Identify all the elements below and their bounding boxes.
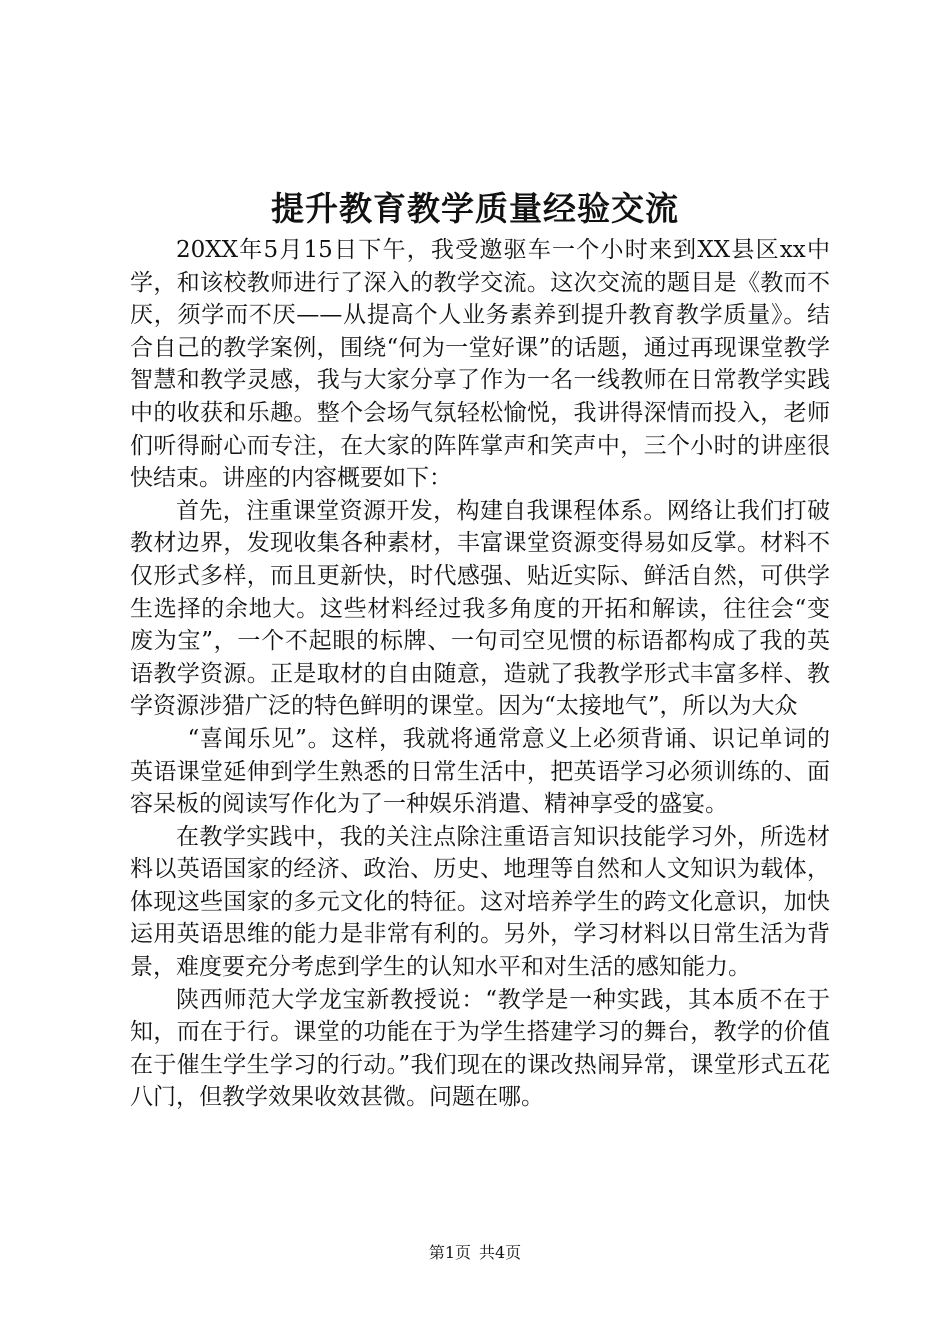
paragraph-quote: 陕西师范大学龙宝新教授说：“教学是一种实践，其本质不在于知，而在于行。课堂的功能在于为学生搭建学习的舞台，教学的价值在于催生学生学习的行动。”我们现在的课改热闹异常，课堂形式五花八门，但教学效果收效甚微。问题在哪。 [130,986,830,1111]
document-title: 提升教育教学质量经验交流 [271,189,679,228]
paragraph-resources-continued: “喜闻乐见”。这样，我就将通常意义上必须背诵、识记单词的英语课堂延伸到学生熟悉的日常生活中，把英语学习必须训练的、面容呆板的阅读写作化为了一种娱乐消遣、精神享受的盛宴。 [130,725,830,818]
document-body [130,234,830,1114]
paragraph-resources: 首先，注重课堂资源开发，构建自我课程体系。网络让我们打破教材边界，发现收集各种素材，丰富课堂资源变得易如反掌。材料不仅形式多样，而且更新快，时代感强、贴近实际、鲜活自然，可供学生选择的余地大。这些材料经过我多角度的开拓和解读，往往会“变废为宝”，一个不起眼的标牌、一句司空见惯的标语都构成了我的英语教学资源。正是取材的自由随意，造就了我教学形式丰富多样、教学资源涉猎广泛的特色鲜明的课堂。因为“太接地气”，所以为大众 [130,497,830,720]
page-number: 第1页 [428,1243,471,1262]
page-footer [0,1242,950,1264]
paragraph-intro: 20XX年5月15日下午，我受邀驱车一个小时来到XX县区xx中学，和该校教师进行了深入的教学交流。这次交流的题目是《教而不厌，须学而不厌——从提高个人业务素养到提升教育教学质量》。结合自己的教学案例，围绕“何为一堂好课”的话题，通过再现课堂教学智慧和教学灵感，我与大家分享了作为一名一线教师在日常教学实践中的收获和乐趣。整个会场气氛轻松愉悦，我讲得深情而投入，老师们听得耐心而专注，在大家的阵阵掌声和笑声中，三个小时的讲座很快结束。讲座的内容概要如下： [130,237,830,492]
paragraph-practice: 在教学实践中，我的关注点除注重语言知识技能学习外，所选材料以英语国家的经济、政治、历史、地理等自然和人文知识为载体，体现这些国家的多元文化的特征。这对培养学生的跨文化意识，加快运用英语思维的能力是非常有利的。另外，学习材料以日常生活为背景，难度要充分考虑到学生的认知水平和对生活的感知能力。 [130,823,830,981]
page-total: 共4页 [479,1243,522,1262]
